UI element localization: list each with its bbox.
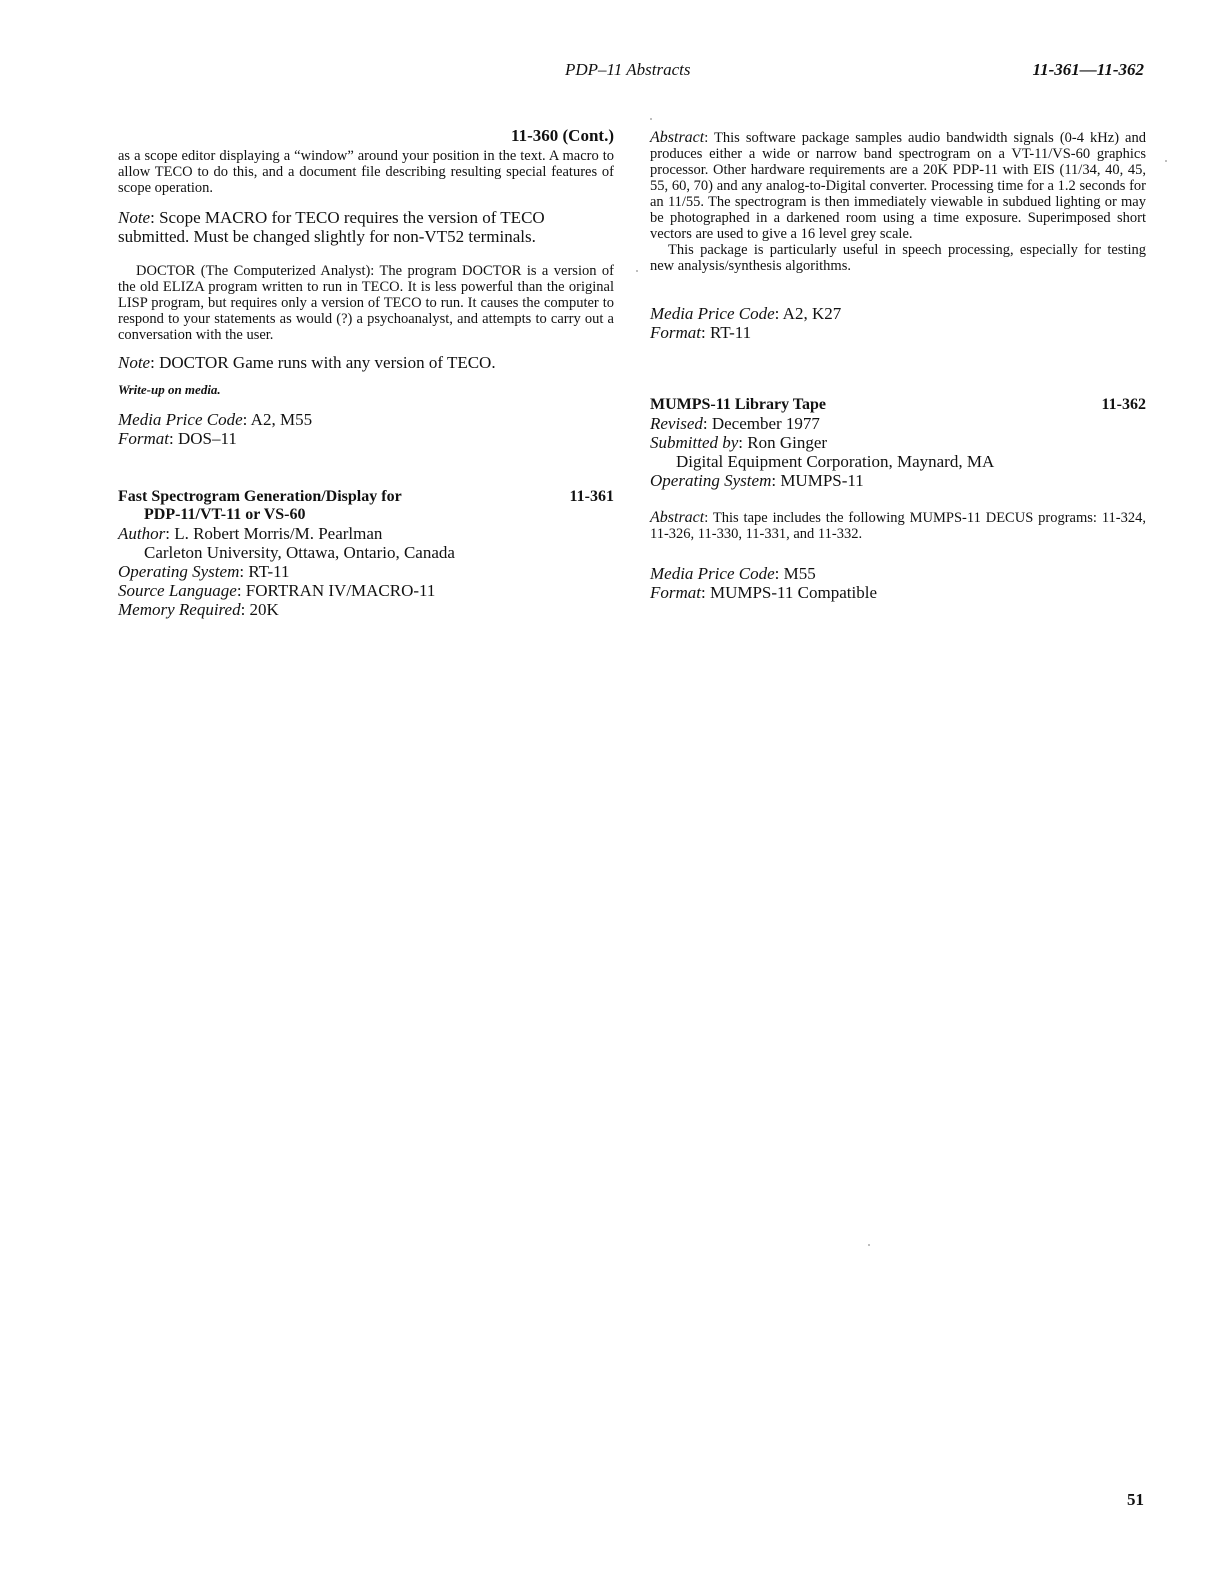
note-text: : DOCTOR Game runs with any version of TECO. <box>150 353 496 372</box>
format-label: Format <box>650 323 701 342</box>
doctor-paragraph: DOCTOR (The Computerized Analyst): The program DOCTOR is a version of the old ELIZA program written to run in TECO. It is less powerful than the original LISP program, but requires only a version of TECO to run. It causes the computer to respond to your statements as would (?) a psychoanalyst, and attempts to carry out a conversation with the user. <box>118 263 614 343</box>
intro-paragraph: as a scope editor displaying a “window” around your position in the text. A macro to allow TECO to do this, and a document file describing resulting special features of scope operation. <box>118 148 614 196</box>
note-text: : Scope MACRO for TECO requires the version of TECO submitted. Must be changed slightly for non-VT52 terminals. <box>118 208 545 246</box>
abstract-11-361 <box>650 130 1146 242</box>
abstract-label: Abstract <box>650 129 705 146</box>
revised-line <box>650 414 1146 433</box>
running-title: PDP–11 Abstracts <box>565 60 691 79</box>
note-label: Note <box>118 208 151 227</box>
os-value: : RT-11 <box>239 562 290 581</box>
left-column <box>118 126 614 619</box>
format-label: Format <box>118 429 169 448</box>
entry-title-line2: PDP-11/VT-11 or VS-60 <box>144 506 306 523</box>
entry-number: 11-361 <box>569 488 614 505</box>
entry-11-361 <box>118 488 614 619</box>
format-value: : RT-11 <box>701 323 752 342</box>
format-value: : DOS–11 <box>169 429 237 448</box>
author-label: Author <box>118 524 166 543</box>
scan-speck <box>868 1244 870 1246</box>
lang-value: : FORTRAN IV/MACRO-11 <box>236 581 436 600</box>
media-price-code <box>118 410 614 429</box>
scan-speck <box>650 118 652 120</box>
note-label: Note <box>118 353 151 372</box>
media-label: Media Price Code <box>650 564 775 583</box>
media-label: Media Price Code <box>650 304 775 323</box>
author-value: : L. Robert Morris/M. Pearlman <box>165 524 383 543</box>
media-label: Media Price Code <box>118 410 243 429</box>
abstract-paragraph-2: This package is particularly useful in speech processing, especially for testing new analysis/synthesis algorithms. <box>650 242 1146 274</box>
os-value: : MUMPS-11 <box>771 471 864 490</box>
format-line <box>650 583 1146 602</box>
os-label: Operating System <box>118 562 240 581</box>
author-line <box>118 524 614 543</box>
media-value: : A2, M55 <box>242 410 313 429</box>
media-value: : M55 <box>774 564 816 583</box>
abstract-text: : This software package samples audio bandwidth signals (0-4 kHz) and produces either a wide or narrow band spectrogram on a VT-11/VS-60 graphics processor. Other hardware requirements are a 20K PDP-11 with EIS (11/34, 40, 45, 55, 60, 70) and any analog-to-Digital converter. Processing time for a 1.2 seconds for an 11/55. The spectrogram is then immediately viewable in subdued lighting or may be photographed in a darkened room using a time exposure. Superimposed short vectors are used to give a 16 level grey scale. <box>650 130 1146 242</box>
scan-speck <box>636 270 638 272</box>
operating-system-line <box>118 562 614 581</box>
format-line <box>650 323 1146 342</box>
entry-title-line1: Fast Spectrogram Generation/Display for <box>118 488 402 505</box>
lang-label: Source Language <box>118 581 237 600</box>
memory-line <box>118 600 614 619</box>
scan-speck <box>1165 160 1167 162</box>
media-price-code <box>650 564 1146 583</box>
format-label: Format <box>650 583 701 602</box>
affiliation: Carleton University, Ottawa, Ontario, Canada <box>144 543 455 562</box>
continued-entry-label: 11-360 (Cont.) <box>511 126 614 145</box>
right-column <box>650 126 1146 602</box>
revised-value: : December 1977 <box>702 414 820 433</box>
abstract-label: Abstract <box>650 509 705 526</box>
entry-number: 11-362 <box>1101 396 1146 413</box>
abstract-text: : This tape includes the following MUMPS-11 DECUS programs: 11-324, 11-326, 11-330, 11-331, and 11-332. <box>650 510 1146 542</box>
entry-heading <box>118 488 614 524</box>
entry-title <box>118 488 402 524</box>
submitted-by-line <box>650 433 1146 452</box>
os-label: Operating System <box>650 471 772 490</box>
operating-system-line <box>650 471 1146 490</box>
format-line <box>118 429 614 448</box>
entry-heading <box>650 396 1146 414</box>
memory-label: Memory Required <box>118 600 241 619</box>
submitted-label: Submitted by <box>650 433 739 452</box>
abstract-11-362 <box>650 510 1146 542</box>
note-scope-macro <box>118 208 614 246</box>
affiliation: Digital Equipment Corporation, Maynard, MA <box>676 452 995 471</box>
writeup-note: Write-up on media. <box>118 382 221 397</box>
entry-11-362 <box>650 396 1146 602</box>
format-value: : MUMPS-11 Compatible <box>701 583 877 602</box>
submitted-value: : Ron Ginger <box>738 433 828 452</box>
page-number: 51 <box>1127 1490 1144 1509</box>
note-doctor <box>118 353 614 372</box>
running-page-range: 11-361—11-362 <box>1032 60 1144 79</box>
media-value: : A2, K27 <box>774 304 842 323</box>
revised-label: Revised <box>650 414 703 433</box>
memory-value: : 20K <box>240 600 279 619</box>
source-language-line <box>118 581 614 600</box>
entry-title: MUMPS-11 Library Tape <box>650 396 827 413</box>
media-price-code <box>650 304 1146 323</box>
